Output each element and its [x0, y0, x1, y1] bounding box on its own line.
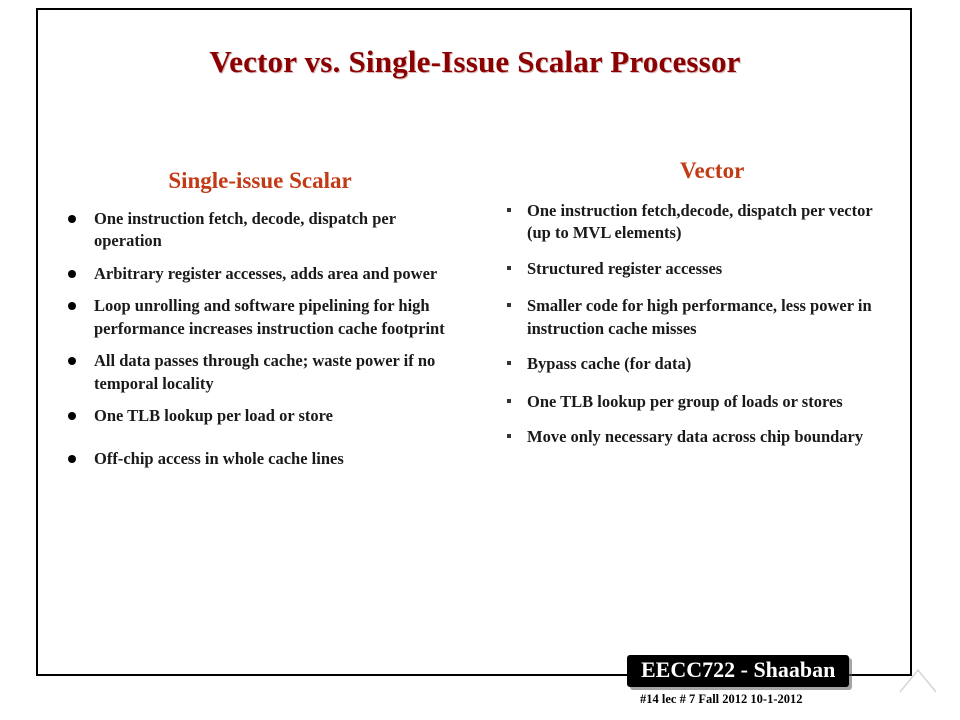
list-item: Arbitrary register accesses, adds area and power [60, 263, 460, 285]
column-heading-vector: Vector [680, 158, 745, 183]
list-item: Off-chip access in whole cache lines [60, 448, 460, 470]
course-footer-badge [627, 655, 849, 687]
list-item: One instruction fetch,decode, dispatch per vector (up to MVL elements) [505, 200, 900, 245]
bullet-list-vector [505, 200, 900, 449]
list-item: One TLB lookup per group of loads or stores [505, 391, 900, 413]
column-single-issue-scalar [60, 168, 460, 480]
list-item: One instruction fetch, decode, dispatch per operation [60, 208, 460, 253]
slide-meta: #14 lec # 7 Fall 2012 10-1-2012 [640, 692, 803, 706]
bullet-list-scalar [60, 208, 460, 470]
list-item: All data passes through cache; waste power if no temporal locality [60, 350, 460, 395]
course-footer-label: EECC722 - Shaaban [641, 657, 836, 682]
list-item: Smaller code for high performance, less power in instruction cache misses [505, 295, 900, 340]
list-item: Structured register accesses [505, 258, 900, 280]
column-vector [505, 158, 900, 462]
list-item: Loop unrolling and software pipelining for high performance increases instruction cache footprint [60, 295, 460, 340]
list-item: Move only necessary data across chip boundary [505, 426, 900, 448]
list-item: Bypass cache (for data) [505, 353, 900, 375]
column-heading-scalar: Single-issue Scalar [168, 168, 352, 193]
list-item: One TLB lookup per load or store [60, 405, 460, 427]
corner-decoration-icon [898, 668, 938, 694]
page-title: Vector vs. Single-Issue Scalar Processor [209, 44, 741, 79]
